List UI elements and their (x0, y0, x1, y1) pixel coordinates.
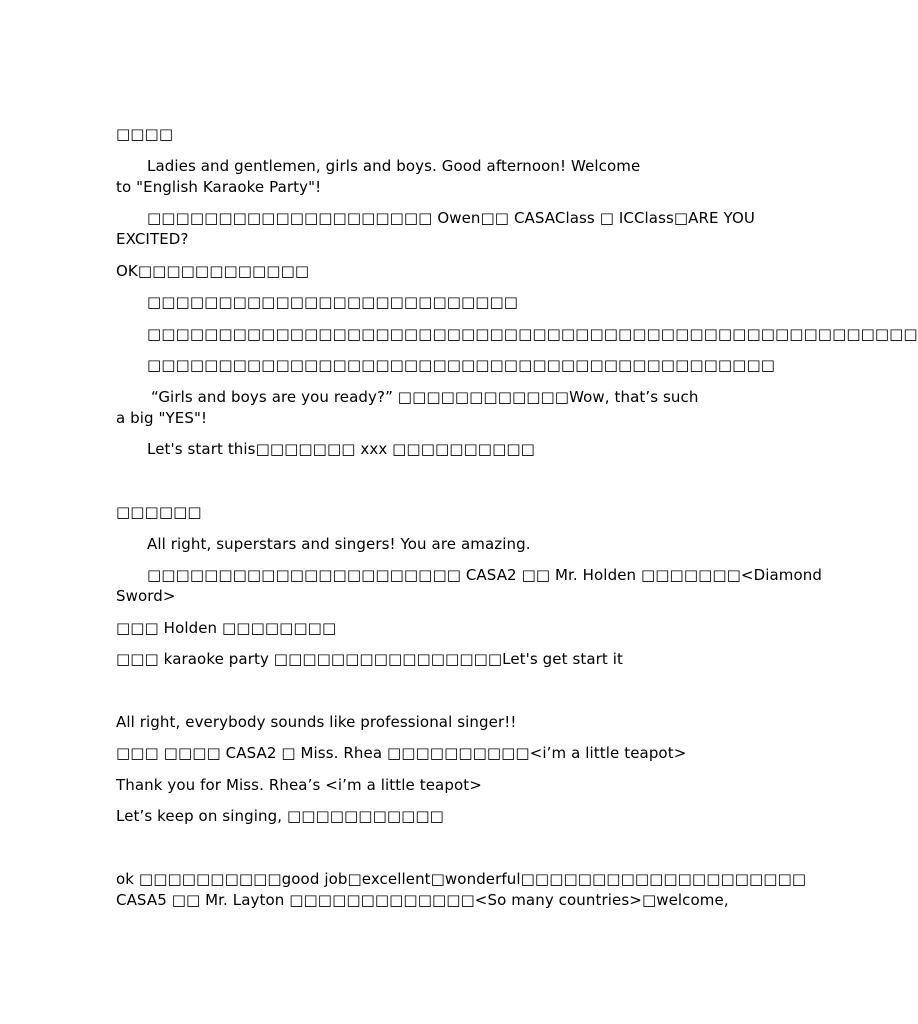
paragraph-line: Ladies and gentlemen, girls and boys. Good afternoon! Welcome (147, 157, 641, 175)
paragraph-line: □□□□□□□□□□□□□□□□□□□□□□ CASA2 □□ Mr. Holden □□□□□□□<Diamond (147, 566, 822, 584)
paragraph-line: All right, everybody sounds like professional singer!! (116, 713, 517, 731)
paragraph-line: □□□□□□□□□□□□□□□□□□□□ Owen□□ CASAClass □ ICClass□ARE YOU (147, 209, 755, 227)
paragraph-line: Thank you for Miss. Rhea’s <i’m a little teapot> (116, 776, 482, 794)
paragraph-line: Let's start this□□□□□□□ xxx □□□□□□□□□□ (147, 440, 535, 458)
paragraph-line: Let’s keep on singing, □□□□□□□□□□□ (116, 807, 444, 825)
paragraph-line: OK□□□□□□□□□□□□ (116, 262, 310, 280)
paragraph-line: □□□ □□□□ CASA2 □ Miss. Rhea □□□□□□□□□□<i’m a little teapot> (116, 744, 687, 762)
section-heading-songs: □□□□□□ (116, 503, 202, 521)
paragraph-line: □□□□□□□□□□□□□□□□□□□□□□□□□□□□□□□□□□□□□□□□□□□□ (147, 356, 775, 374)
paragraph-line: CASA5 □□ Mr. Layton □□□□□□□□□□□□□<So many countries>□welcome, (116, 891, 729, 909)
paragraph-line: All right, superstars and singers! You are amazing. (147, 535, 531, 553)
section-heading-opening: □□□□ (116, 125, 174, 143)
paragraph-line: □□□□□□□□□□□□□□□□□□□□□□□□□□ (147, 293, 519, 311)
paragraph-line: □□□ karaoke party □□□□□□□□□□□□□□□□Let's get start it (116, 650, 624, 668)
paragraph-line: “Girls and boys are you ready?” □□□□□□□□□□□□Wow, that’s such (151, 388, 699, 406)
paragraph-line: a big "YES"! (116, 409, 208, 427)
paragraph-line: □□□□□□□□□□□□□□□□□□□□□□□□□□□□□□□□□□□□□□□□□□□□□□□□□□□□□□ (147, 325, 918, 343)
paragraph-line: EXCITED? (116, 230, 189, 248)
paragraph-line: ok □□□□□□□□□□good job□excellent□wonderful□□□□□□□□□□□□□□□□□□□□ (116, 870, 807, 888)
paragraph-line: to "English Karaoke Party"! (116, 178, 322, 196)
paragraph-line: Sword> (116, 587, 176, 605)
paragraph-line: □□□ Holden □□□□□□□□ (116, 619, 337, 637)
